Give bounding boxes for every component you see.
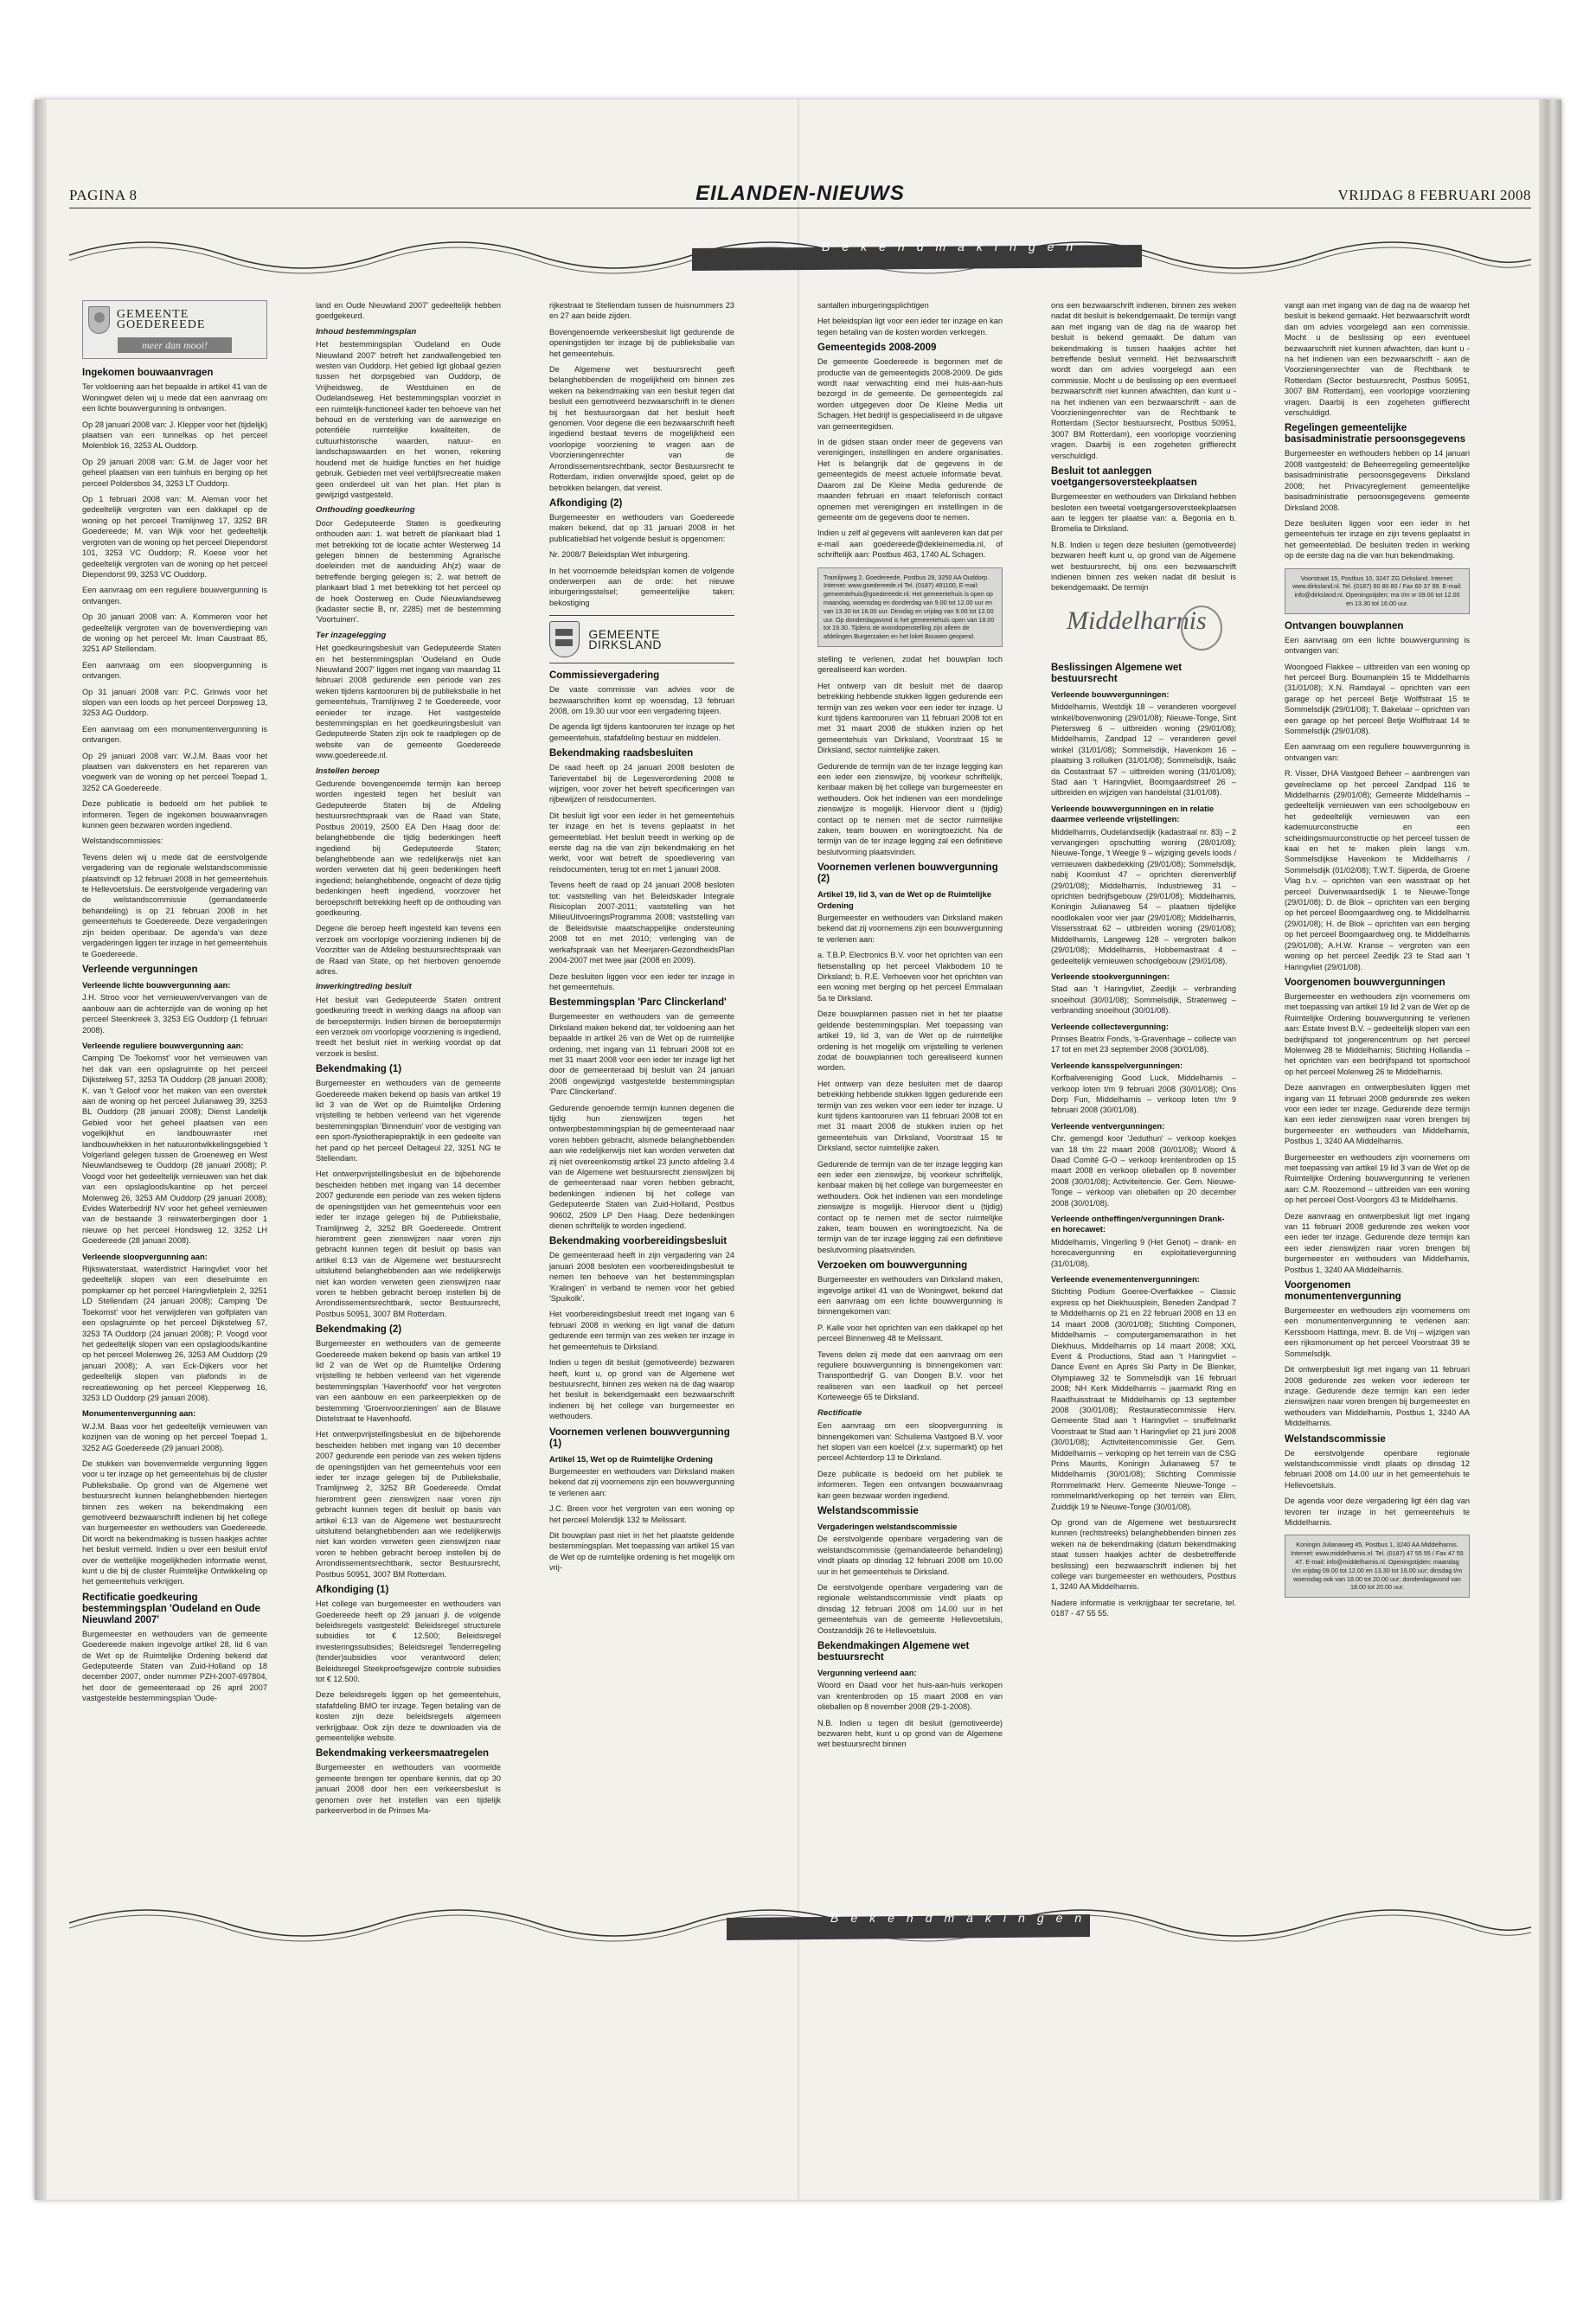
page-left-edge <box>35 99 47 2200</box>
goedereede-name: GEMEENTE GOEDEREEDE <box>116 307 206 331</box>
paragraph: J.C. Breen voor het vergroten van een woning op het perceel Molendijk 132 te Melissant. <box>549 1504 734 1524</box>
paragraph: Korfbalvereniging Good Luck, Middelharnis – verkoop loten t/m 9 februari 2008 (30/01/08); Ons Dorp Fun, Middelharnis – verkoop loten t/m 9 februari 2008 (30/01/08). <box>1051 1074 1236 1115</box>
paragraph: Een aanvraag om een reguliere bouwvergunning is ontvangen. <box>82 586 267 606</box>
bottom-wave-band <box>69 1897 1531 1949</box>
subheading: Monumentenvergunning aan: <box>82 1408 196 1419</box>
subheading: Verleende sloopvergunning aan: <box>82 1251 208 1261</box>
paragraph: Burgemeester en wethouders van de gemeente Dirksland maken bekend dat, ter voldoening aan het bepaalde in artikel 26 van de Wet op de ruimtelijke ordening, met ingang van 11 februari 2008 tot en met 31 maart 2008 voor een ieder ter inzage ligt het door de gemeenteraad bij besluit van 24 januari 2008 ongewijzigd vastgestelde bestemmingsplan 'Parc Clinckerland'. <box>549 1012 734 1097</box>
heading-raadsbesluiten: Bekendmaking raadsbesluiten <box>549 748 694 760</box>
paragraph: De stukken van bovenvermelde vergunning liggen voor u ter inzage op het gemeentehuis bij de cluster Publieksbalie. Op grond van de Algemene wet bestuursrecht kunnen belanghebbenden hiertegen binnen zes weken na bekendmaking een gemotiveerd bezwaarschrift indienen bij het college van burgemeester en wethouders van Goedereede. Dit wordt na bekendmaking is tussen haakjes achter het besluit vermeld. Indien u over een besluit en/of over de wettelijke mogelijkheden informatie wenst, kunt u die bij de cluster Ruimtelijke Ontwikkeling op het gemeentehuis verkrijgen. <box>82 1458 267 1586</box>
paragraph: De eerstvolgende openbare vergadering van de regionale welstandscommissie vindt plaats op dinsdag 12 februari 2008 om 14.00 uur in het gemeentehuis van de gemeente Hellevoetsluis, Oostzanddijk 26 te Hellevoetsluis. <box>817 1582 1003 1635</box>
paragraph: W.J.M. Baas voor het gedeeltelijk vernieuwen van kozijnen van de woning op het perceel Toepad 1, 3252 AG Goedereede (29 januari 2008). <box>82 1421 267 1452</box>
dirksland-name: GEMEENTE DIRKSLAND <box>588 626 663 652</box>
subheading: Verleende bouwvergunningen en in relatie daarmee verleende vrijstellingen: <box>1051 803 1215 824</box>
paragraph: Burgemeester en wethouders van Dirksland hebben besloten een tweetal voetgangersoversteekplaatsen aan te leggen ter plaatse van: a. Begonia en b. Bromelia te Dirksland. <box>1051 492 1236 534</box>
paragraph: Rijkswaterstaat, waterdistrict Haringvliet voor het gedeeltelijk slopen van een dieselruimte en pompkamer op het perceel Haringvlietplein 2, 3251 LD Stellendam (24 januari 2008); Camping 'De Toekomst' voor het verwijderen van golfplaten van een opslagruimte op het perceel Dijkstelweg 57, 3253 TA Ouddorp (24 januari 2008); P. Voogd voor het gedeeltelijk slopen van een opslagloods/kantine op het perceel Molenweg 26, 3253 AM Ouddorp (29 januari 2008); A. van Eck-Dijkers voor het gedeeltelijk slopen van plafonds in de recreatiewoning op het perceel Klepperweg 16, 3253 LD Ouddorp (29 januari 2008). <box>82 1265 267 1402</box>
paragraph: De agenda voor deze vergadering ligt één dag van tevoren ter inzage in het gemeentehuis te Middelharnis. <box>1285 1497 1470 1527</box>
paragraph: Het ontwerpvrijstellingsbesluit en de bijbehorende bescheiden hebben met ingang van 14 december 2007 gedurende een periode van zes weken tijdens de openingstijden van het gemeentehuis voor een ieder ter inzage gelegen bij de Publieksbalie, Tramlijnweg 2, 3252 BR Goedereede. Omtrent hieromtrent geen zienswijzen naar voren zijn gebracht kunnen tegen dit besluit op basis van artikel 6:13 van de Algemene wet bestuursrecht uitsluitend belanghebbenden aan wie redelijkerwijs niet kan worden verweten geen zienswijzen naar voren te hebben gebracht beroep instellen bij de Arrondissementsrechtbank, sector Bestuursrecht, Postbus 50951, 3007 BM Rotterdam. <box>316 1170 501 1318</box>
heading-gemeentegids: Gemeentegids 2008-2009 <box>817 343 937 354</box>
paragraph: Het besluit van Gedeputeerde Staten omtrent goedkeuring treedt in werking daags na afloop van de beroepstermijn. Indien binnen de beroepstermijn een verzoek om voorlopige voorziening is ingediend, treedt het besluit niet in werking voordat op dat verzoek is beslist. <box>316 995 501 1058</box>
paragraph: Burgemeester en wethouders van Dirksland maken bekend dat zij voornemens zijn een bouwvergunning te verlenen aan: <box>817 913 1003 944</box>
paragraph: Op grond van de Algemene wet bestuursrecht kunnen (rechtstreeks) belanghebbenden binnen zes weken na de bekendmaking (datum bekendmaking staat tussen haakjes achter de desbetreffende beslissing) een bezwaarschrift indienen bij het college van burgemeester en wethouders, Postbus 1, 3240 AA Middelharnis. <box>1051 1518 1236 1592</box>
paragraph: Deze publicatie is bedoeld om het publiek te informeren. Tegen de ingekomen bouwaanvragen kunnen geen bezwaren worden ingediend. <box>82 799 267 830</box>
heading-voornemen-1: Voornemen verlenen bouwvergunning (1) <box>549 1426 730 1449</box>
paragraph: Een aanvraag om een monumentenvergunning is ontvangen. <box>82 724 267 745</box>
subheading: Verleende stookvergunningen: <box>1051 971 1170 981</box>
subheading: Instellen beroep <box>316 766 380 776</box>
band-label-bottom: Bekendmakingen <box>830 1911 1094 1925</box>
paragraph: Middelharnis, Vingerling 9 (Het Genot) – drank- en horecavergunning en exploitatievergunning (31/01/08). <box>1051 1237 1236 1268</box>
paragraph: N.B. Indien u tegen deze besluiten (gemotiveerde) bezwaren heeft kunt u, op grond van de Algemene wet bestuursrecht, bij ons een bezwaarschrift indienen binnen zes weken nadat dit besluit is bekendgemaakt. De termijn <box>1051 540 1236 593</box>
middelharnis-swirl-icon <box>1181 606 1222 651</box>
newspaper-page <box>35 99 1561 2200</box>
subheading: Verleende ventvergunningen: <box>1051 1120 1165 1131</box>
paragraph: Het ontwerp van deze besluiten met de daarop betrekking hebbende stukken liggen gedurende een termijn van zes weken voor een ieder ter inzage. U kunt tijdens kantooruren van 11 februari 2008 tot en met 31 maart 2008 de stukken inzien op het gemeentehuis van Dirksland, Voorstraat 15 te Dirksland, sector ruimtelijke zaken. <box>817 1079 1003 1153</box>
paragraph: Dit besluit ligt voor een ieder in het gemeentehuis ter inzage en het is tevens geplaatst in het gemeenteblad. Het besluit treedt in werking op de eerste dag na die van zijn bekendmaking en het werkt, voor wat betreft de spoedlevering van reisdocumenten, terug tot en met 1 januari 2008. <box>549 811 734 874</box>
paragraph: Deze beleidsregels liggen op het gemeentehuis, stafafdeling BMO ter inzage. Tegen betaling van de kosten zijn deze beleidsregels algemeen verkrijgbaar. Ook zijn deze te downloaden via de gemeentelijke website. <box>316 1690 501 1742</box>
paragraph: Degene die beroep heeft ingesteld kan tevens een verzoek om voorlopige voorziening indienen bij de Voorzitter van de Afdeling bestuursrechtspraak van de Raad van State, op het hierboven genoemde adres. <box>316 924 501 976</box>
paragraph: Tevens delen zij mede dat een aanvraag om een reguliere bouwvergunning is binnengekomen van: Transportbedrijf G. van Dongen B.V. voor het realiseren van een laadkuil op het perceel Korteweegje 65 te Dirksland. <box>817 1349 1003 1402</box>
heading-verleende: Verleende vergunningen <box>82 964 198 975</box>
heading-verkeersmaatregelen: Bekendmaking verkeersmaatregelen <box>316 1748 490 1759</box>
paragraph: Burgemeester en wethouders van Dirksland maken bekend dat zij voornemens zijn een bouwvergunning te verlenen aan: <box>549 1466 735 1497</box>
paragraph: Indien u zelf al gegevens wilt aanleveren kan dat per e-mail aan goedereede@dekleinemedia.nl, of schriftelijk aan: Postbus 463, 1740 AL Schagen. <box>817 529 1003 560</box>
subheading: Verleende ontheffingen/vergunningen Drank- en horecawet: <box>1051 1214 1225 1234</box>
paragraph: In het voornoemde beleidsplan komen de volgende onderwerpen aan de orde: het nieuwe inburgeringsstelsel; gemeentelijke taken; bekostiging <box>549 566 734 607</box>
paragraph: vangt aan met ingang van de dag na de waarop het besluit is bekend gemaakt. Het bezwaarschrift wordt dan om advies voorgelegd aan een commissie. Mocht u de beslissing op een eventueel bezwaarschrift niet kunnen afwachten, dan kunt u - na het indienen van een bezwaarschrift - aan de Voorzieningenrechter van de Rechtbank te Rotterdam (Sector bestuursrecht, Postbus 50951, 3007 BM Rotterdam), een voorlopige voorziening vragen. Daarbij is een zogeheten griffierecht verschuldigd. <box>1285 301 1470 418</box>
paragraph: De gemeenteraad heeft in zijn vergadering van 24 januari 2008 besloten een voorbereidingsbesluit te nemen ten behoeve van het bestemmingsplan 'Kralingen' in verband te nemen voor het gebied 'Spuikolk'. <box>549 1251 734 1304</box>
paragraph: ons een bezwaarschrift indienen, binnen zes weken nadat dit besluit is bekendgemaakt. De termijn vangt aan met ingang van de dag na de waarop het besluit is bekend gemaakt. De datum van bekendmaking is tussen haakjes achter het betreffende besluit vermeld. Het bezwaarschrift wordt dan om advies voorgelegd aan een commissie. Mocht u de beslissing op een eventueel bezwaarschrift niet kunnen afwachten, dan kunt u - na het indienen van een bezwaarschrift - aan de Voorzieningenrechter van de Rechtbank te Rotterdam (Sector bestuursrecht, Postbus 50951, 3007 BM Rotterdam), een voorlopige voorziening vragen. Daarbij is een zogeheten griffierecht verschuldigd. <box>1051 301 1236 460</box>
subheading: Artikel 15, Wet op de Ruimtelijke Ordening <box>549 1453 713 1464</box>
paragraph: Het beleidsplan ligt voor een ieder ter inzage en kan tegen betaling van de kosten worden verkregen. <box>817 317 1003 336</box>
paragraph: santallen inburgeringsplichtigen <box>817 301 929 310</box>
subheading: Verleende evenementenvergunningen: <box>1051 1274 1200 1285</box>
issue-date: VRIJDAG 8 FEBRUARI 2008 <box>1337 187 1531 203</box>
wave-graphic <box>69 229 1531 281</box>
paragraph: Door Gedeputeerde Staten is goedkeuring onthouden aan: 1. wat betreft de plankaart blad 1 met betrekking tot de locatie achter Westerweg 14 gelegen binnen de bestemming Agrarische doeleinden met de aanduiding Ah(z) waar de betreffende berging gelegen is; 2. wat betreft de plankaart blad 1 met betrekking tot het perceel op de hoek Oosterweg en Oude Nieuwlandseweg (kadaster sectie B, nr. 2285) met de bestemming 'Voortuinen'. <box>316 518 501 625</box>
page-header <box>69 182 1531 208</box>
heading-afkondiging-2: Afkondiging (2) <box>549 497 623 509</box>
paragraph: Gedurende genoemde termijn kunnen degenen die tijdig hun zienswijzen tegen het ontwerpbestemmingsplan bij de gemeenteraad naar voren hebben gebracht, alsmede belanghebbenden aan wie redelijkerwijs niet kan worden verweten dat zij niet overeenkomstig artikel 23 juncto afdeling 3.4 van de Algemene wet bestuursrecht zienswijzen bij de gemeenteraad naar voren hebben gebracht, bedenkingen indienen bij het college van Gedeputeerde Staten van Zuid-Holland, Postbus 90602, 2509 LP Den Haag. Deze bedenkingen dienen schriftelijk te worden ingediend. <box>549 1103 734 1231</box>
paragraph: Gedurende de termijn van de ter inzage legging kan een ieder een zienswijze, bij voorkeur schriftelijk, kenbaar maken bij het college van burgemeester en wethouders. Ook het indienen van een mondelinge zienswijze is mogelijk. Hiervoor dient u (tijdig) contact op te nemen met de sector ruimtelijke zaken, team bouwen en woningtoezicht. Na de termijn van de ter inzage legging zal een definitieve beslutvorming plaatsvinden. <box>817 761 1003 856</box>
heading-awb: Bekendmakingen Algemene wet bestuursrecht <box>817 1641 970 1663</box>
subheading: Onthouding goedkeuring <box>316 505 415 516</box>
heading-welstandscommissie-2: Welstandscommissie <box>1285 1433 1386 1445</box>
paragraph: Burgemeester en wethouders zijn voornemens om een monumentenvergunning te verlenen aan: Kerssboom Hattinga, mevr. B. de Vrij – wijzigen van een rijksmonument op het perceel Voorstraat 39 te Sommelsdijk. <box>1285 1306 1470 1358</box>
paragraph: P. Kalle voor het oprichten van een dakkapel op het perceel Binnenweg 48 te Melissant. <box>817 1323 1003 1343</box>
heading-verzoeken: Verzoeken om bouwvergunning <box>817 1260 968 1272</box>
paragraph: Dit bouwplan past niet in het het plaatste geldende bestemmingsplan. Met toepassing van artikel 15 van de Wet op de ruimtelijke ordening is het mogelijk om vrij- <box>549 1530 734 1573</box>
paragraph: R. Visser, DHA Vastgoed Beheer – aanbrengen van gevelreclame op het perceel Zandpad 116 te Middelharnis (29/01/08); Gemeente Middelharnis – gedeeltelijk vernieuwen van een schoolgebouw en het gedeeltelijk vernieuwen van een kademuurconstructie en een scheidingsmuurconstructie op het perceel tussen de kaai en het te maken plein langs v.m. Sommelsdijkse Havenkom te Middelharnis / Sommelsdijk (01/02/08); T.W.T. Sijperda, de Groene Vlag b.v. – oprichten van een wasstraat op het perceel Duivenwaardsedijk 1 te Nieuwe-Tonge (29/01/08); D. de Blok – oprichten van een berging op het perceel Boomgaardweg ong. te Middelharnis (29/01/08); H. de Blok – oprichten van een berging op het perceel Boomgaardweg ong. te Middelharnis (29/01/08); A.H.W. Kranse – vergroten van een woning op het perceel Zeedijk 23 te Stad aan 't Haringvliet (29/01/08). <box>1285 769 1470 971</box>
paragraph: Woongoed Flakkee – uitbreiden van een woning op het perceel Burg. Boumanplein 15 te Middelharnis (31/01/08); X.N. Ramdayal – oprichten van een garage op het perceel Betje Wolffstraat 15 te Sommelsdijk (29/01/08); T. Bakelaar – oprichten van een garage op het perceel Betje Wolffstraat 14 te Sommelsdijk (29/01/08). <box>1285 662 1470 735</box>
heading-voorgenomen: Voorgenomen bouwvergunningen <box>1285 977 1445 988</box>
heading-voorbereidingsbesluit: Bekendmaking voorbereidingsbesluit <box>549 1236 727 1247</box>
subheading: Ter inzagelegging <box>316 630 387 640</box>
paragraph: Middelharnis, Oudelandsedijk (kadastraal nr. 83) – 2 vervangingen opschutting woning (28/01/08); Nieuwe-Tonge, 't Weegje 9 – wijziging gevels loods / vernieuwen dakbedekking (29/01/08); Sommelsdijk, nabij Koomlust 47 – oprichten dierenverblijf (29/01/08); Middelharnis, Industrieweg 31 – oprichten bedrijfsgebouw (29/01/08); Middelharnis, Koningin Julianaweg 54 – plaatsen tijdelijke noodlokalen voor vier jaar (29/01/08); Middelharnis, Vissersstraat 62 – uitbreiden woning (29/01/08); Middelharnis, Langeweg 128 – vergroten balkon (29/01/08); Middelharnis, Hobbemastraat 4 – gedeeltelijk vernieuwen schoolgebouw (29/01/08). <box>1051 827 1236 965</box>
paragraph: Een aanvraag om een reguliere bouwvergunning is ontvangen van: <box>1285 742 1470 762</box>
masthead-logo: EILANDEN-NIEUWS <box>695 182 905 205</box>
paragraph: stelling te verlenen, zodat het bouwplan toch gerealiseerd kan worden. <box>817 654 1003 675</box>
heading-ontvangen: Ontvangen bouwplannen <box>1285 620 1404 631</box>
heading-commissievergadering: Commissievergadering <box>549 670 660 682</box>
paragraph: In de gidsen staan onder meer de gegevens van verenigingen, instellingen en andere organisaties. Het is belangrijk dat de gegevens in de gemeentegids de meest actuele informatie bevat. Daarom zal De Kleine Media gedurende de maanden februari en maart telefonisch contact opnemen met verenigingen en instellingen in de gemeente om de gegevens door te nemen. <box>817 438 1003 522</box>
paragraph: Het goedkeuringsbesluit van Gedeputeerde Staten en het bestemmingsplan 'Oudeland en Oude Nieuwland 2007' liggen met ingang van maandag 11 februari 2008 gedurende een periode van zes weken tijdens kantooruren bij de publieksbalie in het gemeentehuis, Tramlijnweg 2 te Goedereede, voor eenieder ter inzage. Het vastgestelde bestemmingsplan en het goedkeuringsbesluit van Gedeputeerde Staten zijn ook te raadplegen op de website van de gemeente Goedereede www.goedereede.nl. <box>316 644 501 760</box>
paragraph: Deze aanvraag en ontwerpbesluit ligt met ingang van 11 februari 2008 gedurende zes weken voor een ieder ter inzage. Gedurende deze termijn kan een ieder zienswijzen naar voren brengen bij burgemeester en wethouders van Middelharnis, Postbus 1, 3240 AA Middelharnis. <box>1285 1211 1470 1274</box>
paragraph: Een aanvraag om een sloopvergunning is binnengekomen van: Schuilema Vastgoed B.V. voor het slopen van een koelcel (z.v. supermarkt) op het perceel Achterdorp 13 te Dirksland. <box>817 1421 1003 1463</box>
wave-graphic-bottom <box>69 1897 1531 1949</box>
paragraph: Woord en Daad voor het huis-aan-huis verkopen van krentenbroden op 15 maart 2008 en van olieballen op 8 november 2008 (29-1-2008). <box>817 1681 1003 1712</box>
goedereede-slogan: meer dan mooi! <box>118 337 232 353</box>
paragraph: Prinses Beatrix Fonds, 's-Gravenhage – collecte van 17 tot en met 23 september 2008 (30/01/08). <box>1051 1034 1236 1054</box>
paragraph: Burgemeester en wethouders van de gemeente Goedereede maken bekend op basis van artikel 19 lid 3 van de Wet op de Ruimtelijke Ordening vrijstelling te hebben verleend van het vigerende bestemmingsplan 'Binnenduin' voor de vestiging van een sport-/fysiotherapiepraktijk in een gedeelte van het pand op het perceel Deltageul 22, 3251 NG te Stellendam. <box>316 1079 501 1163</box>
paragraph: Camping 'De Toekomst' voor het vernieuwen van het dak van een opslagruimte op het perceel Dijkstelweg 57, 3253 TA Ouddorp (28 januari 2008); K. van 't Geloof voor het maken van een overstek aan de woning op het perceel Julianaweg 39, 3253 BL Ouddorp (28 januari 2008); Dienst Landelijk Gebied voor het geheel plaatsen van een vogelkijkhut en landbouwraster met landbouwhekken in het natuurontwikkelingsgebied 't Volgerland gelegen tussen de Groeneweg en West Nieuwlandseweg te Ouddorp (28 januari 2008); P. Voogd voor het gedeeltelijk vernieuwen van het dak van een opslagloods/kantine op het perceel Molenweg 26, 3253 AM Ouddorp (29 januari 2008); Evides Waterbedrijf NV voor het geheel vernieuwen van de bestaande 3 reinwaterbergingen door 1 nieuwe op het perceel Hondsweg 12, 3252 LH Goedereede (28 januari 2008). <box>82 1054 267 1246</box>
paragraph: Nadere informatie is verkrijgbaar ter secretarie, tel. 0187 - 47 55 55. <box>1051 1598 1236 1618</box>
paragraph: Chr. gemengd koor 'Jeduthun' – verkoop koekjes van 18 t/m 22 maart 2008 (30/01/08); Woord & Daad Comité G-O – verkoop krentenbroden op 15 maart 2008 en verkoop olieballen op 8 november 2008 (30/01/08); Activiteitencie. Ger. Gem. Nieuwe-Tonge – verkoop van olieballen op 20 december 2008 (30/01/08). <box>1051 1134 1236 1208</box>
heading-bekendmaking-1: Bekendmaking (1) <box>316 1064 402 1075</box>
column-6 <box>1285 300 1470 1605</box>
paragraph: De Algemene wet bestuursrecht geeft belanghebbenden de mogelijkheid om binnen zes weken na bekendmaking van een besluit tegen dat besluit een gemotiveerd bezwaarschrift in te dienen bij het bestuursorgaan dat het besluit heeft genomen. Voor degene die een bezwaarschrift heeft ingediend bestaat tevens de mogelijkheid een voorlopige voorziening te vragen aan de Voorzieningenrechter van de Arrondissementsrechtbank, sector Bestuursrecht te Rotterdam, indien onverwijlde spoed, gelet op de betrokken belangen, dat vereist. <box>549 365 734 492</box>
paragraph: Op 1 februari 2008 van: M. Aleman voor het gedeeltelijk vergroten van een dakkapel op de woning op het perceel Tramlijnweg 17, 3252 BR Goedereede; M. van Wijk voor het gedeeltelijk vergroten van de woning op het perceel Diependorst 101, 3253 VC Ouddorp; R. Koese voor het gedeeltelijk vergroten van de woning op het perceel Diependorst 99, 3253 VC Ouddorp. <box>82 495 267 579</box>
top-wave-band <box>69 229 1531 281</box>
goedereede-logo-box <box>82 300 267 359</box>
paragraph: Gedurende bovengenoemde termijn kan beroep worden ingesteld tegen het besluit van Gedeputeerde Staten bij de Afdeling bestuursrechtspraak van de Raad van State, Postbus 20019, 2500 EA Den Haag door de: belanghebbende die tijdig bedenkingen heeft ingediend bij Gedeputeerde Staten; belanghebbende aan wie redelijkerwijs niet kan worden verweten dat hij geen bedenkingen heeft ingediend; belanghebbende, ongeacht of deze tijdig bedenkingen heeft ingediend, voorzover het beroepschrift betrekking heeft op de onthouding van goedkeuring. <box>316 779 501 917</box>
heading-beslissingen: Beslissingen Algemene wet bestuursrecht <box>1051 662 1183 684</box>
paragraph: Welstandscommissies: <box>82 836 163 846</box>
paragraph: Op 30 januari 2008 van: A. Kommeren voor het gedeeltelijk vergroten van de bovenverdieping van de woning op het perceel Mr. Iman Caustraat 85, 3251 AP Stellendam. <box>82 612 267 654</box>
paragraph: J.H. Stroo voor het vernieuwen/vervangen van de aanbouw aan de achterzijde van de woning op het perceel Steenkreek 3, 3253 EG Ouddorp (1 februari 2008). <box>82 993 267 1035</box>
paragraph: Op 28 januari 2008 van: J. Klepper voor het (tijdelijk) plaatsen van een tunnelkas op het perceel Molenblok 16, 3253 AL Ouddorp. <box>82 420 267 451</box>
heading-rectificatie: Rectificatie goedkeuring bestemmingsplan 'Oudeland en Oude Nieuwland 2007' <box>82 1592 260 1625</box>
column-1 <box>82 300 267 1709</box>
subheading: Inwerkingtreding besluit <box>316 982 412 992</box>
middelharnis-contact-box: Koningin Julianaweg 45, Postbus 1, 3240 AA Middelharnis. Internet: www.middelharnis.nl. Tel. (0187) 47 55 55 / Fax 47 55 47. E-mail: info@middelharnis.nl. Openingstijden: maandag t/m vrijdag 09.00 tot 12.00 en 13.30 tot 16.00 uur; dinsdag t/m woensdag ook van 18.00 tot 20.00 uur; donderdagavond van 18.00 tot 20.00 uur. <box>1285 1535 1470 1598</box>
paragraph: Burgemeester en wethouders van de gemeente Goedereede maken ingevolge artikel 28, lid 6 van de Wet op de Ruimtelijke Ordening bekend dat Gedeputeerde Staten van Zuid-Holland op 18 december 2007, onder nummer PZH-2007-697804, het door de gemeenteraad op 26 april 2007 vastgestelde bestemmingsplan 'Oude- <box>82 1629 267 1703</box>
paragraph: Burgemeester en wethouders van Goedereede maken bekend, dat op 31 januari 2008 in het publicatieblad het volgende besluit is opgenomen: <box>549 512 734 543</box>
paragraph: Het bestemmingsplan 'Oudeland en Oude Nieuwland 2007' betreft het zandwallengebied ten westen van Ouddorp. Het gebied ligt globaal gezien tussen het dorpsgebied van Ouddorp, de Vrijheidsweg, de Westduinen en de Oudelandseweg. Het bestemmingsplan voorziet in een ruimtelijk-functioneel kader ten behoeve van het behoud en de versterking van de aanwezige en potentiële ruimtelijke kwaliteiten, de cultuurhistorische waarden, natuur- en landschapswaarden en het wonen, rekening houdend met de huidige functies en het huidige gebruik. Gebieden met veel verblijfsrecreatie maken geen onderdeel uit van het plan. Het plan is gewijzigd vastgesteld. <box>316 340 501 499</box>
paragraph: Burgemeester en wethouders zijn voornemens om met toepassing van artikel 19 lid 2 van de Wet op de Ruimtelijke Ordening bouwvergunning te verlenen aan: Estate Invest B.V. – gedeeltelijk slopen van een bedrijfspand tot jongerencentrum op het perceel Molenweg 28 te Middelharnis; Stichting Hollandia – het oprichten van een bedrijfspand tot sportschool op het perceel Molenweg 26 te Middelharnis. <box>1285 991 1470 1076</box>
subheading: Vergunning verleend aan: <box>817 1668 917 1677</box>
goedereede-contact-box: Tramlijnweg 2, Goedereede, Postbus 28, 3250 AA Ouddorp. Internet: www.goedereede.nl Tel. (0187) 491100, E-mail: gemeentehuis@goedereede.nl. Het gemeentehuis is open op maandag, woensdag en donderdag van 9.00 tot 12.00 uur en van 13.30 tot 16.00 uur. Dinsdag en vrijdag van 9.00 tot 12.00 uur. Op donderdagavond is het gemeentehuis open van 18.00 tot 19.30. Tijdens de avondopenstelling zijn alleen de afdelingen Burgerzaken en het loket Bouwen geopend. <box>817 567 1003 647</box>
paragraph: Het ontwerp van dit besluit met de daarop betrekking hebbende stukken liggen gedurende een termijn van zes weken voor een ieder ter inzage. U kunt tijdens kantooruren van 11 februari 2008 tot en met 31 maart 2008 de stukken inzien op het gemeentehuis van Dirksland, Voorstraat 15 te Dirksland, sector ruimtelijke zaken. <box>817 681 1003 755</box>
paragraph: Indien u tegen dit besluit (gemotiveerde) bezwaren heeft, kunt u, op grond van de Algemene wet bestuursrecht, binnen zes weken na de dag waarop het besluit is bekendgemaakt een bezwaarschrift indienen bij het college van burgemeester en wethouders. <box>549 1358 734 1421</box>
paragraph: Deze publicatie is bedoeld om het publiek te informeren. Tegen een ontvangen bouwaanvraag kan geen bezwaar worden ingediend. <box>817 1469 1003 1500</box>
paragraph: Op 29 januari 2008 van: G.M. de Jager voor het geheel plaatsen van een tuinhuis en berging op het perceel Poldersbos 34, 3253 LT Ouddorp. <box>82 457 267 488</box>
dirksland-logo <box>549 615 734 663</box>
page-right-edge <box>1539 99 1561 2200</box>
paragraph: Dit ontwerpbesluit ligt met ingang van 11 februari 2008 gedurende zes weken voor iedereen ter inzage. Gedurende deze termijn kan een ieder zienswijzen naar voren brengen bij burgemeester en wethouders van Middelharnis, Postbus 1, 3240 AA Middelharnis. <box>1285 1365 1470 1428</box>
paragraph: Een aanvraag om een lichte bouwvergunning is ontvangen van: <box>1285 635 1470 656</box>
heading-ingekomen: Ingekomen bouwaanvragen <box>82 368 214 379</box>
subheading: Verleende kansspelvergunningen: <box>1051 1060 1183 1070</box>
paragraph: Ter voldoening aan het bepaalde in artikel 41 van de Woningwet delen wij u mede dat een aanvraag om een lichte bouwvergunning is ontvangen. <box>82 382 267 413</box>
dirksland-crest-icon <box>549 621 580 657</box>
heading-afkondiging-1: Afkondiging (1) <box>316 1585 389 1596</box>
paragraph: Stichting Podium Goeree-Overflakkee – Classic express op het Diekhuusplein, Beneden Zandpad 7 te Middelharnis op 21 en 22 februari 2008 en 13 en 14 maart 2008 (30/01/08); Stichting Componen, Middelharnis – computergamemarathon in het Diekhuus, Middelharnis op 14 maart 2008; XXL Event & Productions, Stad aan 't Haringvliet – Dance Event en Après Ski Party in De Blenker, Olympiaweg 32 te Sommelsdijk van 16 februari 2008; NH Kerk Middelharnis – jaarmarkt Ring en Raadhuisstraat te Middelharnis op 13 september 2008 (30/01/08); Restauratiecommissie Herv. Gemeente Stad aan 't Haringvliet – snuffelmarkt Voorstraat te Stad aan 't Haringvliet op 21 juni 2008 (30/01/08); Activiteitencommissie Ger. Gem. Middelharnis – verkoping op het terrein van de CSG Prins Maurits, Koningin Julianaweg 57 te Middelharnis (30/01/08); Stichting Commissie Rommelmarkt Herv. Gemeente Nieuwe-Tonge – rommelmarkt/verkoping op het terrein van Elim, Zuiddijk 19 te Nieuwe-Tonge (30/01/08). <box>1051 1287 1236 1511</box>
paragraph: rijkestraat te Stellendam tussen de huisnummers 23 en 27 aan beide zijden. <box>549 301 734 321</box>
page-number: PAGINA 8 <box>69 187 138 203</box>
column-2 <box>316 300 501 1821</box>
paragraph: Deze aanvragen en ontwerpbesluiten liggen met ingang van 11 februari 2008 gedurende zes weken voor een ieder ter inzage. Gedurende deze termijn kan een ieder zienswijzen naar voren brengen bij burgemeester en wethouders van Middelharnis, Postbus 1, 3240 AA Middelharnis. <box>1285 1083 1470 1146</box>
paragraph: De eerstvolgende openbare regionale welstandscommissie vindt plaats op dinsdag 12 februari 2008 om 14.00 uur in het gemeentehuis te Hellevoetsluis. <box>1285 1448 1470 1490</box>
paragraph: Deze bouwplannen passen niet in het ter plaatse geldende bestemmingsplan. Met toepassing van artikel 19, lid 3, van de Wet op de ruimtelijke ordening is het mogelijk om vrijstelling te verlenen zodat de bouwplannen toch gerealiseerd kunnen worden. <box>817 1009 1003 1073</box>
heading-regelingen: Regelingen gemeentelijke basisadministratie persoonsgegevens <box>1285 423 1465 445</box>
paragraph: Deze besluiten liggen voor een ieder ter inzage in het gemeentehuis. <box>549 971 734 991</box>
paragraph: Een aanvraag om een sloopvergunning is ontvangen. <box>82 660 267 681</box>
paragraph: Het ontwerpvrijstellingsbesluit en de bijbehorende bescheiden hebben met ingang van 10 december 2007 gedurende een periode van zes weken tijdens de openingstijden van het gemeentehuis voor een ieder ter inzage gelegen bij de Publieksbalie, Tramlijnweg 2, 3252 BR Goedereede. Omdat hieromtrent geen zienswijzen naar voren zijn gebracht kunnen tegen dit besluit op basis van artikel 6:13 van de Algemene wet bestuursrecht uitsluitend belanghebbenden aan wie redelijkerwijs niet kan worden verweten geen zienswijzen naar voren te hebben gebracht beroep instellen bij de Arrondissementsrechtbank, sector Bestuursrecht, Postbus 50951, 3007 BM Rotterdam. <box>316 1430 501 1579</box>
paragraph: Tevens delen wij u mede dat de eerstvolgende vergadering van de regionale welstandscommissie plaatsvindt op 12 februari 2008 in het gemeentehuis te Hellevoetsluis. De eerstvolgende vergadering van de welstandscommissie (gemandateerde behandeling) is op 21 februari 2008 in het gemeentehuis te Goedereede. Deze vergaderingen zijn beiden openbaar. De agenda's van deze vergaderingen liggen ter inzage in het gemeentehuis te Goedereede. <box>82 852 268 958</box>
paragraph: De gemeente Goedereede is begonnen met de productie van de gemeentegids 2008-2009. De gids wordt naar verwachting eind mei huis-aan-huis bezorgd in de gemeente. De gemeentegids zal worden uitgegeven door De Kleine Media uit Schagen. Het bedrijf is gespecialiseerd in de uitgave van gemeentegidsen. <box>817 357 1003 431</box>
goedereede-crest-icon <box>88 306 110 334</box>
paragraph: Burgemeester en wethouders van Dirksland maken, ingevolge artikel 41 van de Woningwet, bekend dat een aanvraag om een lichte bouwvergunning is binnengekomen van: <box>817 1275 1003 1317</box>
paragraph: Op 29 januari 2008 van: W.J.M. Baas voor het plaatsen van dakvensters en het repareren van voegwerk van de woning op het perceel Toepad 1, 3252 CA Goedereede. <box>82 751 267 792</box>
paragraph: De agenda ligt tijdens kantooruren ter inzage op het gemeentehuis, stafafdeling bestuur en middelen. <box>549 722 734 742</box>
paragraph: Gedurende de termijn van de ter inzage legging kan een ieder een zienswijze, bij voorkeur schriftelijk, kenbaar maken bij het college van burgemeester en wethouders. Ook het indienen van een mondelinge zienswijze is mogelijk. Hiervoor dient u (tijdig) contact op te nemen met de sector ruimtelijke zaken, team bouwen en woningtoezicht. Na de termijn van de ter inzage legging zal een definitieve beslutvorming plaatsvinden. <box>817 1159 1003 1254</box>
paragraph: De eerstvolgende openbare vergadering van de welstandscommissie (gemandateerde behandeling) vindt plaats op dinsdag 12 februari 2008 om 10.00 uur in het gemeentehuis te Dirksland. <box>817 1535 1003 1576</box>
heading-voornemen-2: Voornemen verlenen bouwvergunning (2) <box>817 862 998 885</box>
paragraph: De vaste commissie van advies voor de bezwaarschriften komt op woensdag, 13 februari 2008, om 19.30 uur voor een vergadering bijeen. <box>549 685 734 715</box>
subheading: Verleende collectevergunning: <box>1051 1021 1169 1031</box>
paragraph: De raad heeft op 24 januari 2008 besloten de Tarieventabel bij de Legesverordening 2008 te wijzigen, voor zover het betreft specificeringen van rijbewijzen of reisdocumenten. <box>549 763 734 804</box>
heading-monument: Voorgenomen monumentenvergunning <box>1285 1280 1401 1303</box>
paragraph: Middelharnis, Westdijk 18 – veranderen voorgevel winkel/bovenwoning (29/01/08); Nieuwe-Tonge, Sint Pietersweg 6 – uitbreiden woning (29/01/08); Middelharnis, Zandpad 12 – veranderen gevel winkel (31/01/08); Sommelsdijk, Havenkom 16 – plaatsing 3 rolluiken (31/01/08); Sommelsdijk, Isaäc da Costastraat 57 – uitbreiden woning (31/01/08); Stad aan 't Haringvliet, Boomgaardstreef 26 – uitbreiden en wijzigen van handelstal (31/01/08). <box>1051 702 1236 798</box>
middelharnis-logo <box>1051 602 1224 654</box>
paragraph: N.B. Indien u tegen dit besluit (gemotiveerde) bezwaren hebt, kunt u op grond van de Algemene wet bestuursrecht binnen <box>817 1718 1003 1749</box>
subheading: Rectificatie <box>817 1407 862 1418</box>
dirksland-contact-box: Voorstraat 15, Postbus 10, 3247 ZG Dirksland. Internet: www.dirksland.nl. Tel. (0187) 60 80 80 / Fax 60 37 99. E-mail: info@dirksland.nl. Openingstijden: ma t/m vr 09.00 tot 12.00 en 13.30 tot 16.00 uur. <box>1285 568 1470 614</box>
paragraph: Tevens heeft de raad op 24 januari 2008 besloten tot: vaststelling van het Beleidskader Integrale Risicoplan 2007-2011; vaststelling van het MilieuUitvoeringsProgramma 2008; vaststelling van de Beleidsvisie maatschappelijke ondersteuning 2008 tot en met 2010; verlenging van de werkafspraak van het Meerjaren-GezondheidsPlan 2004-2007 met twee jaar (2008 en 2009). <box>549 881 734 965</box>
heading-welstandscommissie: Welstandscommissie <box>817 1505 919 1516</box>
paragraph: Burgemeester en wethouders van voormelde gemeente brengen ter openbare kennis, dat op 30 januari 2008 door hen een verkeersbesluit is genomen over het instellen van een tijdelijk parkeerverbod in de Prinses Ma- <box>316 1763 501 1815</box>
paragraph: Stad aan 't Haringvliet, Zeedijk – verbranding snoeihout (30/01/08); Sommelsdijk, Stratenweg – verbranding snoeihout (30/01/08). <box>1051 984 1236 1016</box>
paragraph: Nr. 2008/7 Beleidsplan Wet inburgering. <box>549 550 690 560</box>
subheading: Verleende bouwvergunningen: <box>1051 689 1170 699</box>
paragraph: Bovengenoemde verkeersbesluit ligt gedurende de openingstijden ter inzage bij de publieksbalie van het gemeentehuis. <box>549 327 734 358</box>
paragraph: Het college van burgemeester en wethouders van Goedereede heeft op 29 januari jl. de volgende beleidsregels vastgesteld: Beleidsregel structurele subsidies tot € 12.500; Beleidsregel investeringssubsidies; Beleidsregel Tenderregeling (tender)subsidies voor verantwoord delen; Beleidsregel Steekproefsgewijze controle subsidies tot € 12.500. <box>316 1599 501 1683</box>
column-5 <box>1051 300 1236 1625</box>
page-gutter <box>798 99 799 2200</box>
heading-bekendmaking-2: Bekendmaking (2) <box>316 1324 402 1336</box>
subheading: Verleende lichte bouwvergunning aan: <box>82 979 231 990</box>
subheading: Artikel 19, lid 3, van de Wet op de Ruimtelijke Ordening <box>817 889 991 910</box>
paragraph: land en Oude Nieuwland 2007' gedeeltelijk hebben goedgekeurd. <box>316 301 501 321</box>
band-label: Bekendmakingen <box>822 240 1086 253</box>
column-4 <box>817 300 1003 1755</box>
subheading: Verleende reguliere bouwvergunning aan: <box>82 1040 244 1050</box>
paragraph: Burgemeester en wethouders zijn voornemens om met toepassing van artikel 19 lid 3 van de Wet op de Ruimtelijke Ordening bouwvergunning te verlenen aan: C.M. Roozemond – uitbreiden van een woning op het perceel Oost-Voorgors 43 te Middelharnis. <box>1285 1152 1470 1205</box>
column-3 <box>549 300 734 1579</box>
paragraph: Burgemeester en wethouders van de gemeente Goedereede maken bekend op basis van artikel 19 lid 2 van de Wet op de Ruimtelijke Ordening vrijstelling te hebben verleend van het vigerende bestemmingsplan 'Havenhoofd' voor het vergroten van een aanbouw en een parkeerplekken op de bestemming 'Groenvoorzieningen' aan de Blauwe Distelstraat te Havenhoofd. <box>316 1339 501 1423</box>
middelharnis-logo-text: Middelharnis <box>1067 606 1207 635</box>
paragraph: Deze besluiten liggen voor een ieder in het gemeentehuis ter inzage en zijn tevens geplaatst in het gemeenteblad. De besluiten treden in werking op de eerste dag na die van hun bekendmaking. <box>1285 518 1470 561</box>
subheading: Vergaderingen welstandscommissie <box>817 1521 958 1531</box>
heading-clinckerland: Bestemmingsplan 'Parc Clinckerland' <box>549 997 727 1009</box>
heading-voetgangers: Besluit tot aanleggen voetgangersoversteekplaatsen <box>1051 466 1197 489</box>
paragraph: Op 31 januari 2008 van: P.C. Grinwis voor het slopen van een loods op het perceel Dorpsweg 13, 3253 AG Ouddorp. <box>82 687 267 718</box>
paragraph: Het voorbereidingsbesluit treedt met ingang van 6 februari 2008 in werking en ligt vanaf die datum gedurende een termijn van zes weken ter inzage in het gemeentehuis te Dirksland. <box>549 1310 734 1351</box>
subheading: Inhoud bestemmingsplan <box>316 326 417 336</box>
paragraph: Burgemeester en wethouders hebben op 14 januari 2008 vastgesteld: de Beheerregeling gemeentelijke basisadministratie persoonsgegevens Dirksland 2008; het Privacyreglement gemeentelijke basisadministratie persoonsgegevens gemeente Dirksland 2008. <box>1285 449 1470 512</box>
paragraph: a. T.B.P. Electronics B.V. voor het oprichten van een fietsenstalling op het perceel Vlakbodem 10 te Dirksland; b. R.E. Verhoeven voor het oprichten van een woning met berging op het perceel Emmalaan 5a te Dirksland. <box>817 951 1003 1003</box>
